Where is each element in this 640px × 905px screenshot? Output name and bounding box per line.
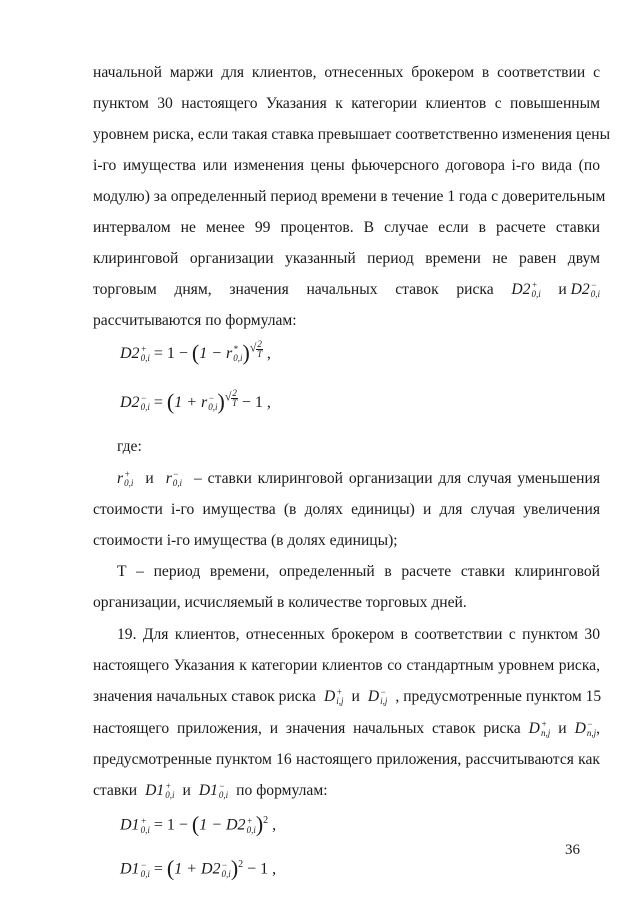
symbol-d-minus-ij: D − i,j [367,687,388,707]
text-line: начальной маржи для клиентов, отнесенных брокером в соответствии с [93,64,600,81]
text-line: стоимости i-го имущества (в долях единицы); [93,532,398,549]
text-line: 19. Для клиентов, отнесенных брокером в соответствии с пунктом 30 [117,626,600,643]
formula-d1-plus: D1 + 0,i = 1 − (1 − D2 + 0,i )$^2$ , [120,811,277,837]
text-line: стоимости i-го имущества (в долях единицы) и для случая увеличения [93,501,600,518]
symbol-r-minus: r − 0,i [165,469,183,489]
text-line: рассчитываются по формулам: [93,312,297,329]
inline-formula-d2-minus: и D2 − 0,i [558,280,600,300]
inline-formula-d2-plus: D2 + 0,i [511,280,541,300]
word: начальных [306,281,378,298]
text-line: клиринговой организации указанный период времени не равен двум [93,250,600,267]
text-line: интервалом не менее 99 процентов. В случае если в расчете ставки [93,219,600,236]
definition-text: – ставки клиринговой организации для случая уменьшения [194,470,600,487]
text-line: модулю) за определенный период времени в течение 1 года с доверительным [93,188,606,205]
text-line: значения начальных ставок риска D + i,j и D − i,j , предусмотренные пунктом 15 [93,687,602,707]
word: торговым [93,281,157,298]
text-line: i-го имущества или изменения цены фьючерсного договора i-го вида (по [93,157,600,174]
word: дням, [174,281,212,298]
where-label: где: [117,438,142,455]
symbol-d-plus-ij: D + i,j [323,687,344,707]
text-line: настоящего Указания к категории клиентов со стандартным уровнем риска, [93,657,600,674]
text-line: Т – период времени, определенный в расчете ставки клиринговой [117,563,600,580]
text-line: предусмотренные пунктом 16 настоящего приложения, рассчитываются как [93,751,600,768]
text-line: организации, исчисляемый в количестве торговых дней. [93,594,467,611]
symbol-r-plus: r + 0,i [117,469,134,489]
page-number: 36 [565,842,580,858]
formula-d2-minus: D2 − 0,i = (1 + r − 0,i )√ $\frac{2}{T}$ − 1 , [120,388,271,414]
text-line [93,280,600,300]
text-line: уровнем риска, если такая ставка превышает соответственно изменения цены [93,126,611,143]
text-line: настоящего приложения, и значения начальных ставок риска D + n,j и D − n,j , [93,719,600,739]
formula-d2-plus: D2 + 0,i = 1 − (1 − r * 0,i )√ $\frac{2}{T}$ , [120,339,271,365]
symbol-d-plus-nj: D + n,j [528,719,551,739]
symbol-d-minus-nj: D − n,j , [574,719,600,739]
symbol-d1-plus: D1 + 0,i [145,781,175,801]
word: и [145,470,154,487]
text-line: пунктом 30 настоящего Указания к категории клиентов с повышенным [93,95,600,112]
definition-line [117,469,600,489]
text-line: ставки D1 + 0,i и D1 − 0,i по формулам: [93,781,328,801]
formula-d1-minus: D1 − 0,i = (1 + D2 − 0,i )$^2$ − 1 , [120,855,277,881]
word: значения [229,281,289,298]
word: риска [456,281,494,298]
symbol-d1-minus: D1 − 0,i [198,781,229,801]
word: ставок [395,281,439,298]
